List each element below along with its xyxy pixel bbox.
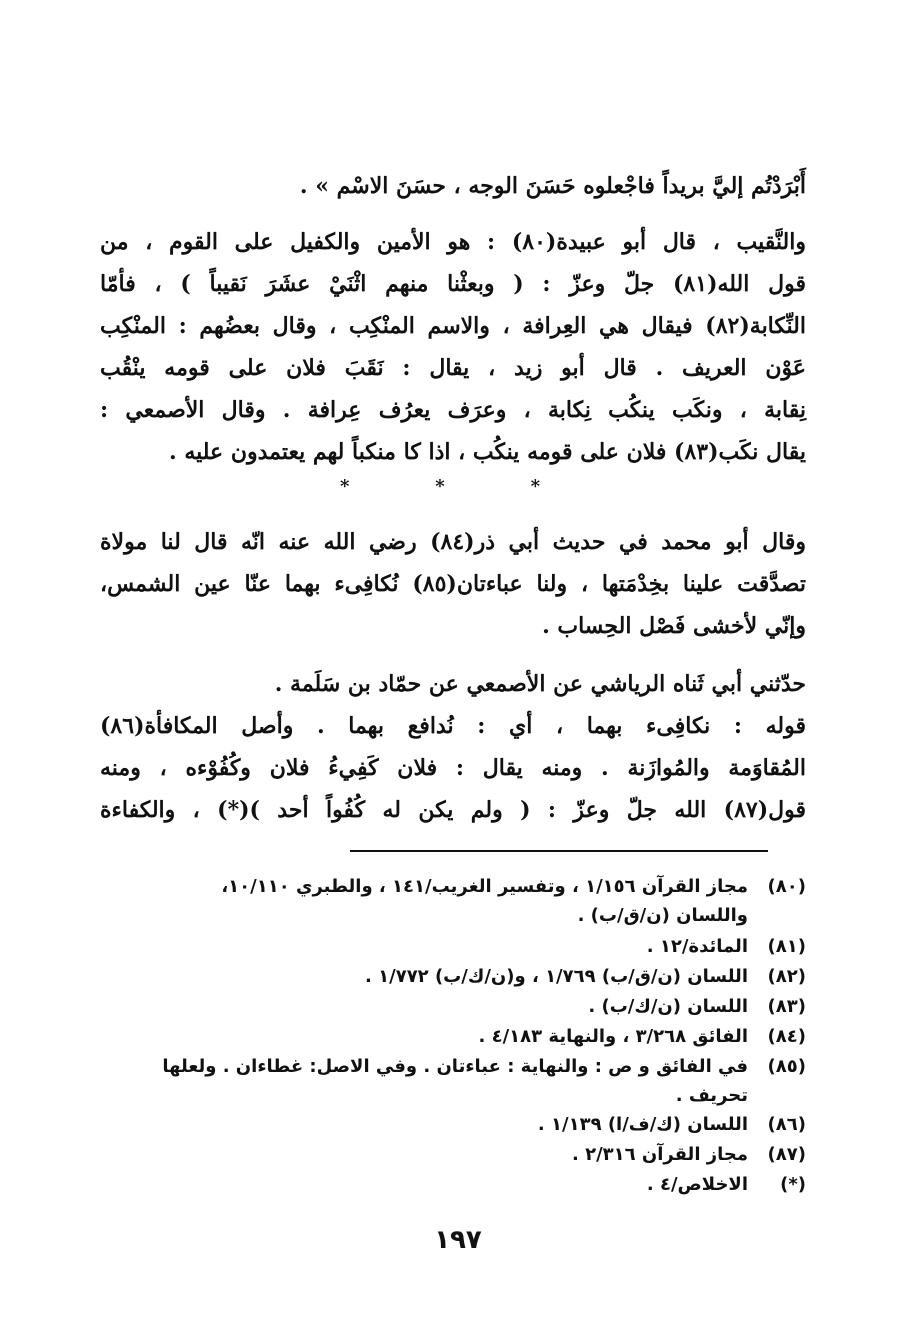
footnote-number: (٨٠) <box>767 876 806 897</box>
footnote-text: اللسان (ن/ق/ب) ١/٧٦٩ ، و(ن/ك/ب) ١/٧٧٢ . <box>365 966 748 987</box>
footnote-text: مجاز القرآن ١/١٥٦ ، وتفسير الغريب/١٤١ ، والطبري ١٠/١١٠، <box>221 876 748 897</box>
body-line-14: قول(٨٧) الله جلّ وعزّ : ( ولم يكن له كُفُواً أحد )(*) ، والكفاءة <box>100 797 806 823</box>
separator-star: * <box>530 476 540 497</box>
body-line-6: نِقابة ، ونكَب ينكُب نِكابة ، وعرَف يعرُف عِرافة . وقال الأصمعي : <box>100 397 806 423</box>
footnote-text: تحريف . <box>675 1085 748 1106</box>
footnote-rule <box>350 850 768 852</box>
footnote-text: واللسان (ن/ق/ب) . <box>577 905 748 926</box>
body-line-9: تصدَّقت علينا بخِدْمَتها ، ولنا عباءتان(٨٥) نُكافِىء بهما عنّا عين الشمس، <box>100 571 807 597</box>
footnote-text: اللسان (ن/ك/ب) . <box>588 996 748 1017</box>
footnote-number: (٨٥) <box>767 1056 806 1077</box>
body-line-13: المُقاوَمة والمُوازَنة . ومنه يقال : فلان كَفِيءُ فلان وكُفُوْءه ، ومنه <box>100 755 806 781</box>
footnote-number: (٨٢) <box>767 966 806 987</box>
footnote-text: مجاز القرآن ٢/٣١٦ . <box>571 1144 748 1165</box>
page-number: ١٩٧ <box>434 1225 482 1255</box>
footnote-number: (٨٧) <box>767 1144 806 1165</box>
body-line-3: قول الله(٨١) جلّ وعزّ : ( وبعثْنا منهم اثْنَيْ عشَرَ نَقيباً ) ، فأمّا <box>100 271 806 297</box>
footnote-number: (*) <box>780 1174 806 1195</box>
footnote-text: الاخلاص/٤ . <box>646 1174 748 1195</box>
separator-star: * <box>435 476 445 497</box>
footnote-number: (٨٦) <box>767 1114 806 1135</box>
footnote-number: (٨٣) <box>767 996 806 1017</box>
body-line-12: قوله : نكافِىء بهما ، أي : نُدافع بهما . وأصل المكافأة(٨٦) <box>100 713 806 739</box>
body-line-10: وإنّي لأخشى فَصْل الحِساب . <box>542 613 806 639</box>
body-line-1: أَبْرَدْتُم إليَّ بريداً فاجْعلوه حَسَنَ الوجه ، حسَنَ الاسْم » . <box>299 173 806 199</box>
footnote-text: الفائق ٣/٢٦٨ ، والنهاية ٤/١٨٣ . <box>478 1026 748 1047</box>
section-separator <box>340 476 540 497</box>
body-line-2: والنَّقيب ، قال أبو عبيدة(٨٠) : هو الأمين والكفيل على القوم ، من <box>100 229 806 255</box>
footnote-text: في الفائق و ص : والنهاية : عباءتان . وفي الاصل: غطاءان . ولعلها <box>162 1056 748 1077</box>
body-line-5: عَوْن العريف . قال أبو زيد ، يقال : نَقَبَ فلان على قومه ينْقُب <box>100 355 806 381</box>
body-line-11: حدّثني أبي ثَناه الرياشي عن الأصمعي عن حمّاد بن سَلَمة . <box>274 671 806 697</box>
footnote-number: (٨٤) <box>767 1026 806 1047</box>
separator-star: * <box>340 476 350 497</box>
footnote-text: المائدة/١٢ . <box>646 936 748 957</box>
body-line-7: يقال نكَب(٨٣) فلان على قومه ينكُب ، اذا كا منكباً لهم يعتمدون عليه . <box>169 439 806 465</box>
body-line-4: النِّكابة(٨٢) فيقال هي العِرافة ، والاسم المنْكِب ، وقال بعضُهم : المنْكِب <box>100 313 806 339</box>
footnote-number: (٨١) <box>767 936 806 957</box>
footnote-text: اللسان (ك/ف/ا) ١/١٣٩ . <box>537 1114 748 1135</box>
body-line-8: وقال أبو محمد في حديث أبي ذر(٨٤) رضي الله عنه انّه قال لنا مولاة <box>100 529 806 555</box>
